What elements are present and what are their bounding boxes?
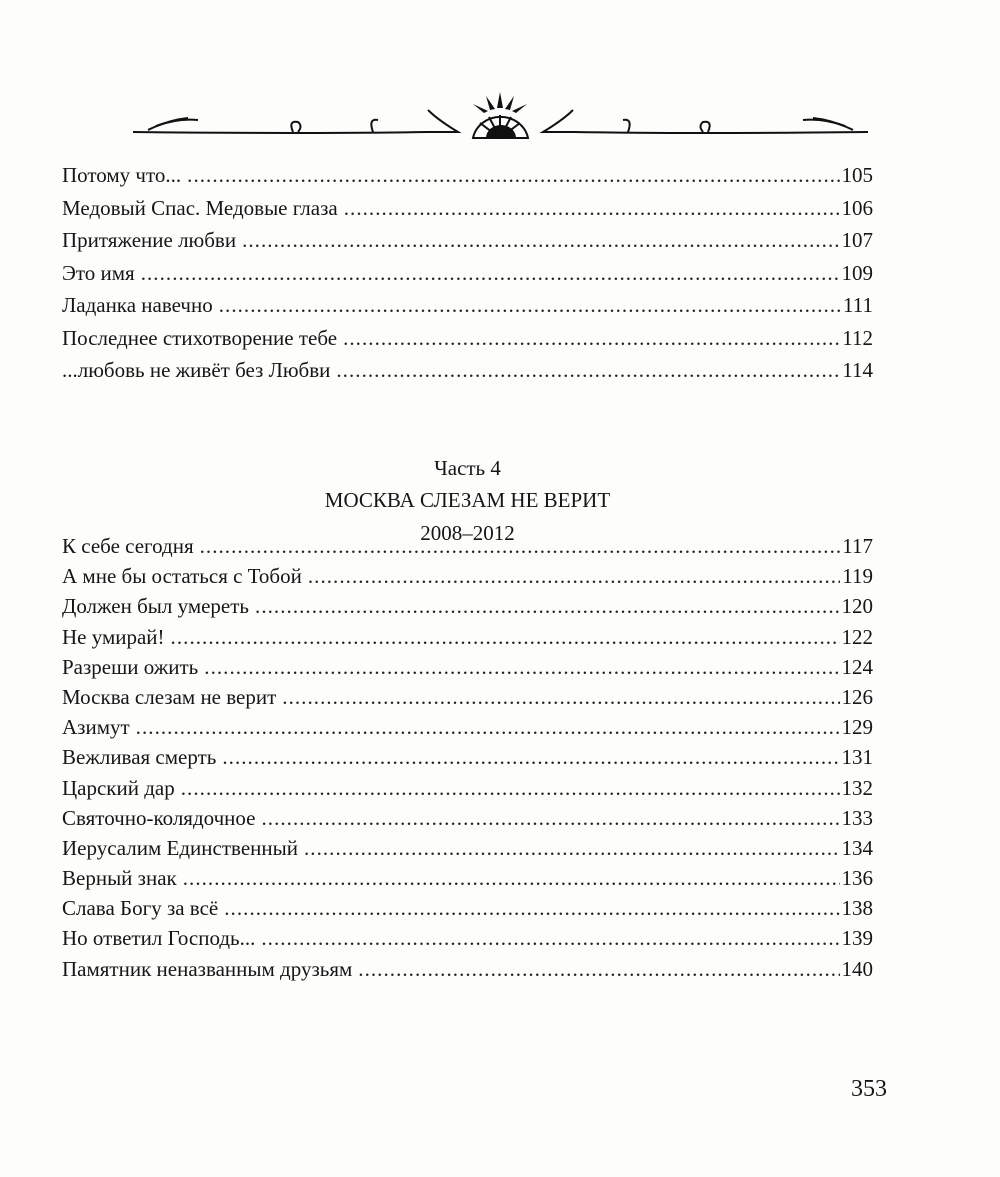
dot-leader <box>255 596 839 617</box>
toc-entry <box>62 898 873 928</box>
toc-entry-page: 114 <box>842 360 873 382</box>
dot-leader <box>358 959 839 980</box>
toc-entry <box>62 959 873 989</box>
dot-leader <box>282 687 839 708</box>
toc-entry-page: 136 <box>841 868 873 891</box>
toc-entry-title: Но ответил Господь... <box>62 928 256 951</box>
dot-leader <box>242 230 839 251</box>
dot-leader <box>224 898 839 919</box>
dot-leader <box>183 868 840 889</box>
toc-entry-title: Разреши ожить <box>62 656 199 679</box>
toc-entry-page: 124 <box>841 656 873 679</box>
toc-entry-page: 126 <box>841 686 873 709</box>
toc-entry <box>62 928 873 958</box>
toc-entry <box>62 566 873 596</box>
dot-leader <box>261 808 839 829</box>
dot-leader <box>336 360 840 381</box>
toc-entry <box>62 687 873 717</box>
toc-entry <box>62 778 873 808</box>
toc-entry-page: 117 <box>842 536 873 558</box>
part-years: 2008–2012 <box>420 521 515 545</box>
toc-entry-title: Медовый Спас. Медовые глаза <box>62 197 338 220</box>
toc-entry-title: Иерусалим Единственный <box>62 837 298 860</box>
toc-entry-page: 134 <box>841 837 873 860</box>
toc-entry-title: Царский дар <box>62 777 175 800</box>
toc-entry-title: К себе сегодня <box>62 536 194 558</box>
dot-leader <box>171 627 840 648</box>
toc-entry-page: 138 <box>841 898 873 921</box>
toc-entry-title: Москва слезам не верит <box>62 686 277 709</box>
toc-entry <box>62 165 873 198</box>
toc-entry <box>62 868 873 898</box>
toc-entry-page: 119 <box>842 566 873 589</box>
toc-entry <box>62 838 873 868</box>
toc-entry-title: Святочно-колядочное <box>62 807 256 830</box>
toc-entry <box>62 295 873 328</box>
toc-entry-title: Ладанка навечно <box>62 295 213 317</box>
toc-entry <box>62 328 873 361</box>
toc-entry-page: 112 <box>842 327 873 350</box>
toc-entry-title: Верный знак <box>62 868 177 891</box>
toc-entry-page: 122 <box>841 626 873 649</box>
dot-leader <box>222 747 839 768</box>
toc-entry-page: 131 <box>841 747 873 770</box>
toc-entry-title: Вежливая смерть <box>62 747 217 770</box>
dot-leader <box>200 536 841 557</box>
dot-leader <box>136 717 840 738</box>
toc-entry-title: Это имя <box>62 262 135 285</box>
toc-entry-title: Притяжение любви <box>62 230 237 252</box>
dot-leader <box>344 198 840 219</box>
dot-leader <box>219 295 841 316</box>
dot-leader <box>261 928 839 949</box>
toc-entry <box>62 717 873 747</box>
toc-entry-page: 106 <box>841 197 873 220</box>
toc-entry-title: А мне бы остаться с Тобой <box>62 566 302 589</box>
toc-entry <box>62 596 873 626</box>
dot-leader <box>181 778 840 799</box>
toc-entry-page: 111 <box>843 295 873 317</box>
toc-entry-title: Потому что... <box>62 165 182 187</box>
toc-entry-page: 109 <box>841 262 873 285</box>
toc-entry <box>62 657 873 687</box>
toc-entry <box>62 198 873 231</box>
toc-entry-title: Азимут <box>62 717 130 740</box>
toc-entry-title: Не умирай! <box>62 626 165 649</box>
dot-leader <box>141 263 840 284</box>
toc-entry-page: 139 <box>841 928 873 951</box>
toc-block-2 <box>62 536 873 989</box>
toc-entry <box>62 230 873 263</box>
part-title: МОСКВА СЛЕЗАМ НЕ ВЕРИТ <box>324 488 611 512</box>
toc-entry-page: 133 <box>841 807 873 830</box>
toc-entry <box>62 263 873 296</box>
toc-block-1 <box>62 165 873 393</box>
toc-entry-title: Должен был умереть <box>62 596 250 619</box>
dot-leader <box>204 657 839 678</box>
toc-entry <box>62 808 873 838</box>
toc-entry-title: Последнее стихотворение тебе <box>62 327 338 350</box>
dot-leader <box>187 165 839 186</box>
toc-entry-title: Слава Богу за всё <box>62 898 219 921</box>
toc-entry <box>62 627 873 657</box>
toc-entry-title: ...любовь не живёт без Любви <box>62 360 331 382</box>
page-number: 353 <box>851 1076 887 1102</box>
toc-entry-page: 120 <box>841 596 873 619</box>
toc-entry <box>62 747 873 777</box>
toc-entry-page: 132 <box>841 777 873 800</box>
part-label: Часть 4 <box>434 456 501 480</box>
toc-entry-page: 129 <box>841 717 873 740</box>
toc-entry-page: 105 <box>841 165 873 187</box>
toc-entry-page: 107 <box>841 230 873 252</box>
dot-leader <box>343 328 840 349</box>
toc-entry <box>62 360 873 393</box>
toc-entry-title: Памятник неназванным друзьям <box>62 958 353 981</box>
toc-entry <box>62 536 873 566</box>
dot-leader <box>304 838 840 859</box>
toc-entry-page: 140 <box>841 958 873 981</box>
decorative-ornament-icon <box>128 90 873 150</box>
dot-leader <box>308 566 840 587</box>
